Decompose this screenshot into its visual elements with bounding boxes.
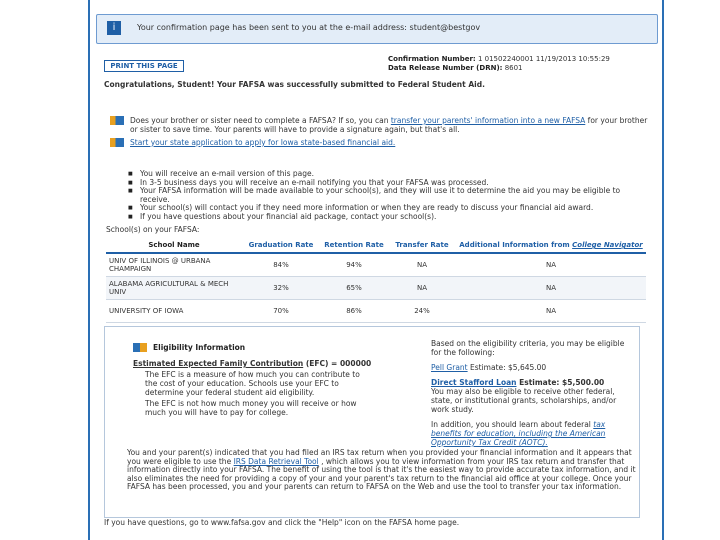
col-school-name: School Name (106, 238, 242, 253)
additional-info: NA (456, 300, 646, 323)
table-row (106, 253, 646, 277)
irs-text-after: , which allows you to view information from your IRS tax return and transfer that information directly into your FAFSA. The benefit of using the tool is that it's the easiest way to provide accurate tax information, and it also eliminates the need for providing a copy of your and your parent's tax return to the financial aid office at your college. Once your FAFSA has been processed, you and your parents can return to FAFSA on the Web and use the tool to transfer your tax information. (127, 456, 636, 492)
table-row (106, 300, 646, 323)
tip-icon (110, 116, 124, 125)
confirmation-number-label: Confirmation Number: (388, 55, 476, 63)
schools-label: School(s) on your FAFSA: (106, 225, 200, 234)
retention-rate: 94% (320, 253, 388, 277)
list-item: ■ Your school(s) will contact you if they need more information or when they are ready to discuss your financial aid award. (128, 204, 648, 213)
graduation-rate: 32% (242, 277, 320, 300)
sibling-text-after: for your brother or sister to save time. Your parents will have to provide a signature again, but that's all. (130, 116, 648, 134)
aid-intro: Based on the eligibility criteria, you may be eligible for the following: (431, 339, 625, 357)
transfer-rate: NA (388, 277, 456, 300)
eligibility-panel (104, 326, 640, 518)
stafford-value: Estimate: $5,500.00 (516, 378, 605, 387)
irs-text: You and your parent(s) indicated that you had filed an IRS tax return when you provided your financial information and it appears that you were eligible to use the (127, 448, 632, 466)
graduation-rate: 84% (242, 253, 320, 277)
state-app-hint (110, 138, 650, 147)
drn-label: Data Release Number (DRN): (388, 64, 503, 72)
efc-value: (EFC) = 000000 (305, 359, 372, 368)
efc-label: Estimated Expected Family Contribution (133, 359, 304, 368)
pell-value: Estimate: $5,645.00 (467, 363, 547, 372)
schools-table (106, 238, 646, 323)
retention-rate: 86% (320, 300, 388, 323)
col-transfer-rate: Transfer Rate (388, 238, 456, 253)
drn-value: 8601 (504, 64, 523, 72)
col-additional-info-label: Additional Information from (459, 241, 573, 249)
stafford-estimate (431, 378, 635, 387)
pell-estimate (431, 363, 635, 372)
transfer-rate: NA (388, 253, 456, 277)
efc-section (133, 359, 373, 417)
pell-grant-link[interactable]: Pell Grant (431, 363, 468, 372)
eligibility-title-text: Eligibility Information (153, 343, 246, 352)
irs-drt-link[interactable]: IRS Data Retrieval Tool (233, 456, 319, 466)
print-page-button[interactable]: PRINT THIS PAGE (104, 60, 184, 72)
eligibility-icon (133, 343, 147, 352)
confirmation-number-value: 1 01502240001 11/19/2013 10:55:29 (477, 55, 610, 63)
transfer-rate: 24% (388, 300, 456, 323)
retention-rate: 65% (320, 277, 388, 300)
list-item: ■ If you have questions about your financial aid package, contact your school(s). (128, 213, 648, 222)
school-name: ALABAMA AGRICULTURAL & MECH UNIV (106, 277, 242, 300)
table-header-row (106, 238, 646, 253)
congrats-message: Congratulations, Student! Your FAFSA was successfully submitted to Federal Student Aid. (104, 80, 485, 89)
efc-heading (133, 359, 373, 368)
college-navigator-link[interactable]: College Navigator (572, 241, 643, 249)
efc-note: The EFC is not how much money you will receive or how much you will have to pay for college. (145, 399, 357, 417)
col-retention-rate: Retention Rate (320, 238, 388, 253)
table-row (106, 277, 646, 300)
school-name: UNIV OF ILLINOIS @ URBANA CHAMPAIGN (106, 253, 242, 277)
col-graduation-rate: Graduation Rate (242, 238, 320, 253)
col-additional-info (456, 238, 646, 253)
stafford-loan-link[interactable]: Direct Stafford Loan (431, 378, 517, 387)
next-steps-list (128, 170, 648, 222)
email-notice-text: Your confirmation page has been sent to you at the e-mail address: student@bestgov (137, 23, 481, 32)
transfer-parents-link[interactable]: transfer your parents' information into a new FAFSA (390, 116, 586, 125)
graduation-rate: 70% (242, 300, 320, 323)
info-icon: i (107, 21, 121, 35)
state-application-link[interactable]: Start your state application to apply for Iowa state-based financial aid. (130, 138, 396, 147)
help-footer: If you have questions, go to www.fafsa.gov and click the "Help" icon on the FAFSA home page. (104, 518, 460, 527)
email-notice (96, 14, 658, 44)
aid-estimates (431, 339, 635, 453)
additional-info: NA (456, 277, 646, 300)
irs-paragraph (127, 449, 637, 492)
efc-description: The EFC is a measure of how much you can contribute to the cost of your education. Schools use your EFC to determine your federal student aid eligibility. (145, 370, 360, 397)
tax-benefits (431, 420, 635, 447)
eligibility-title (133, 343, 245, 352)
other-aid: You may also be eligible to receive other federal, state, or institutional grants, scholarships, and/or work study. (431, 387, 617, 414)
confirmation-info (388, 55, 610, 73)
list-item: ■ In 3-5 business days you will receive an e-mail notifying you that your FAFSA was processed. (128, 179, 648, 188)
list-item: ■ Your FAFSA information will be made available to your school(s), and they will use it to determine the aid you may be eligible to receive. (128, 187, 648, 204)
school-name: UNIVERSITY OF IOWA (106, 300, 242, 323)
tax-text: In addition, you should learn about federal (431, 420, 594, 429)
list-item: ■ You will receive an e-mail version of this page. (128, 170, 648, 179)
sibling-text-before: Does your brother or sister need to complete a FAFSA? If so, you can (130, 116, 391, 125)
sibling-hint (110, 116, 650, 134)
tax-benefits-link[interactable]: tax benefits for education, including the American Opportunity Tax Credit (AOTC). (431, 420, 606, 447)
additional-info: NA (456, 253, 646, 277)
tip-icon (110, 138, 124, 147)
